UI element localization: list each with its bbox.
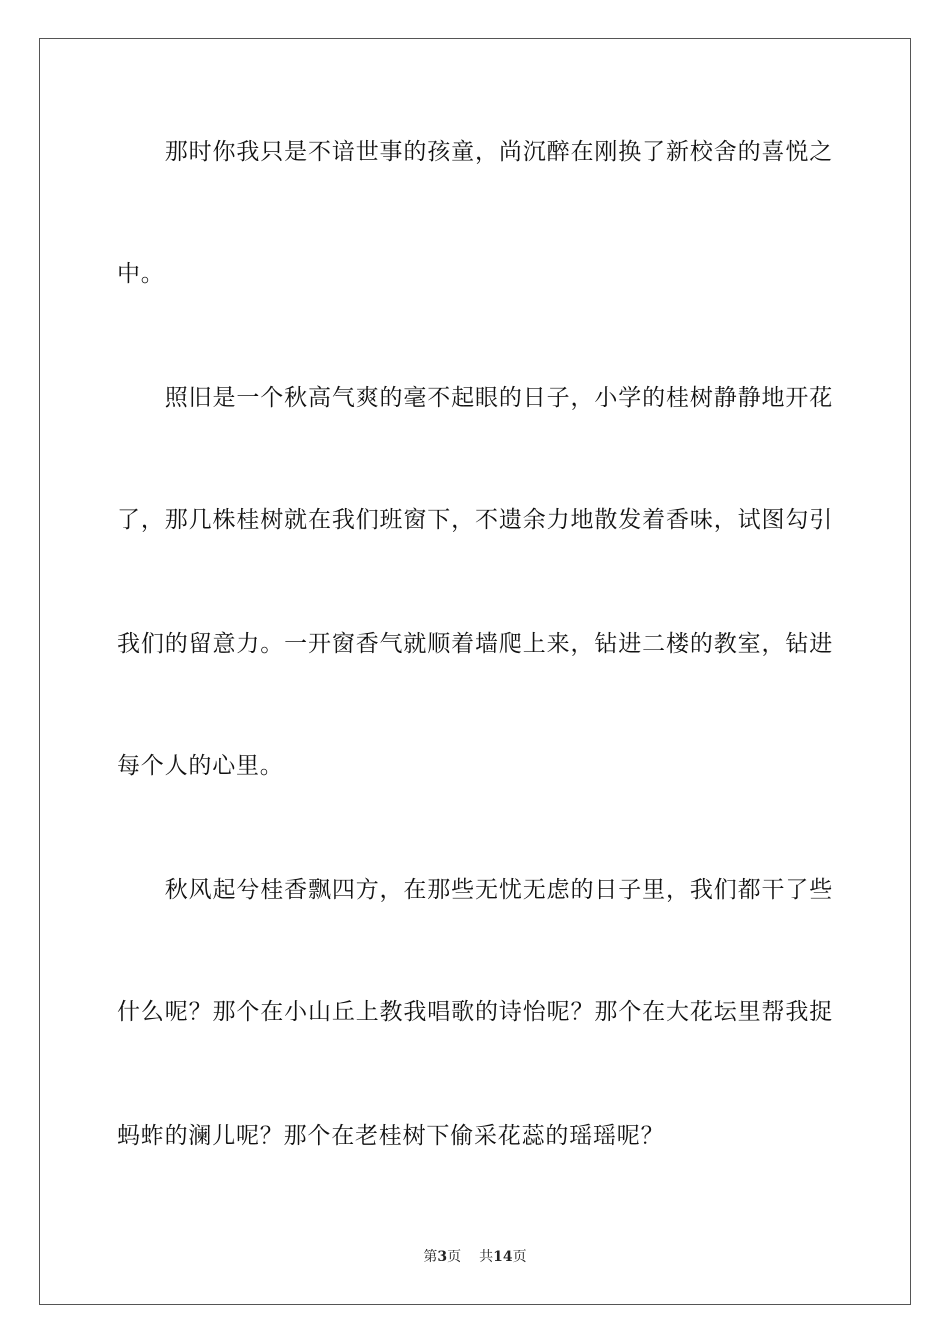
paragraph-2-line-3: 我们的留意力。一开窗香气就顺着墙爬上来，钻进二楼的教室，钻进 xyxy=(117,631,833,657)
paragraph-2-line-1: 照旧是一个秋高气爽的毫不起眼的日子，小学的桂树静静地开花 xyxy=(117,385,833,411)
total-suffix: 页 xyxy=(512,1249,527,1265)
page-footer xyxy=(0,1247,950,1267)
paragraph-2-line-4: 每个人的心里。 xyxy=(117,753,284,779)
page-border xyxy=(39,38,911,1305)
paragraph-1-line-2: 中。 xyxy=(117,261,165,287)
page-suffix: 页 xyxy=(447,1249,462,1265)
current-page-number: 3 xyxy=(437,1249,448,1265)
paragraph-1-line-1: 那时你我只是不谙世事的孩童，尚沉醉在刚换了新校舍的喜悦之 xyxy=(117,139,833,165)
total-page-number: 14 xyxy=(493,1249,513,1265)
paragraph-3-line-3: 蚂蚱的澜儿呢？那个在老桂树下偷采花蕊的瑶瑶呢？ xyxy=(117,1123,665,1149)
total-prefix: 共 xyxy=(479,1249,494,1265)
paragraph-3-line-1: 秋风起兮桂香飘四方，在那些无忧无虑的日子里，我们都干了些 xyxy=(117,877,833,903)
paragraph-3-line-2: 什么呢？那个在小山丘上教我唱歌的诗怡呢？那个在大花坛里帮我捉 xyxy=(117,999,833,1025)
paragraph-2-line-2: 了，那几株桂树就在我们班窗下，不遗余力地散发着香味，试图勾引 xyxy=(117,507,833,533)
page-prefix: 第 xyxy=(423,1249,438,1265)
